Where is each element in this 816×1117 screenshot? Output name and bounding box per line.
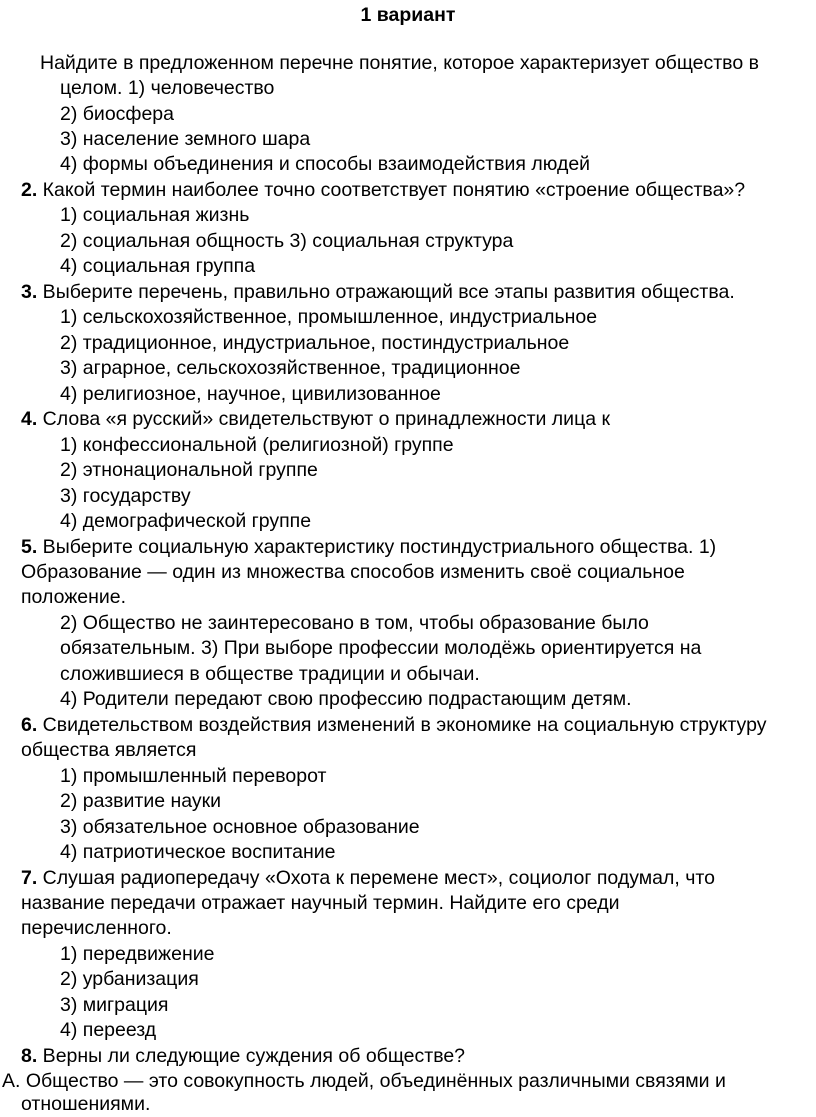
question-6-option: 1) промышленный переворот [60,765,327,787]
question-5-body: Выберите социальную характеристику постиндустриального общества. 1) [37,536,717,558]
question-7-text [21,866,816,891]
question-6-option: 4) патриотическое воспитание [60,841,336,863]
question-4-text [21,407,816,432]
question-1-option: 3) население земного шара [60,128,311,150]
question-6-body: Свидетельством воздействия изменений в экономике на социальную структуру [37,714,767,736]
question-1-option: 2) биосфера [60,103,174,125]
question-5-text-cont: Образование — один из множества способов изменить своё социальное [21,561,685,583]
question-6-number: 6. [21,714,38,736]
question-3-option: 2) традиционное, индустриальное, постиндустриальное [60,332,570,354]
question-7-option: 3) миграция [60,994,169,1016]
question-7-text-cont: перечисленного. [21,917,172,939]
question-8-text [21,1044,816,1069]
statement-a: А. Общество — это совокупность людей, объединённых различными связями и [2,1070,726,1092]
question-7-body: Слушая радиопередачу «Охота к перемене мест», социолог подумал, что [37,867,715,889]
question-4-option: 3) государству [60,485,191,507]
question-3-number: 3. [21,281,38,303]
page-title: 1 вариант [360,4,456,26]
question-7-option: 4) переезд [60,1019,157,1041]
question-8-body: Верны ли следующие суждения об обществе? [37,1045,466,1067]
question-1-text-cont: целом. 1) человечество [60,77,275,99]
question-2-option: 4) социальная группа [60,255,256,277]
question-2-text [21,178,816,203]
question-4-option: 1) конфессиональной (религиозной) группе [60,434,454,456]
question-6-option: 3) обязательное основное образование [60,816,420,838]
question-6-option: 2) развитие науки [60,790,222,812]
question-2-number: 2. [21,179,38,201]
question-6-text-cont: общества является [21,739,197,761]
question-5-text [21,535,816,560]
question-3-body: Выберите перечень, правильно отражающий все этапы развития общества. [37,281,735,303]
question-7-text-cont: название передачи отражает научный термин. Найдите его среди [21,892,620,914]
question-4-number: 4. [21,408,38,430]
question-2-body: Какой термин наиболее точно соответствует понятию «строение общества»? [37,179,746,201]
question-2-option: 2) социальная общность 3) социальная структура [60,230,514,252]
question-1-option: 4) формы объединения и способы взаимодействия людей [60,153,591,175]
question-5-option: обязательным. 3) При выборе профессии молодёжь ориентируется на [60,637,702,659]
question-5-option: 2) Общество не заинтересовано в том, чтобы образование было [60,612,649,634]
question-7-number: 7. [21,867,38,889]
question-5-number: 5. [21,536,38,558]
question-5-option: 4) Родители передают свою профессию подрастающим детям. [60,688,632,710]
question-6-text [21,713,816,738]
question-3-option: 3) аграрное, сельскохозяйственное, традиционное [60,357,521,379]
question-1-text: Найдите в предложенном перечне понятие, которое характеризует общество в [40,52,759,74]
question-7-option: 2) урбанизация [60,968,199,990]
question-4-option: 2) этнонациональной группе [60,459,318,481]
question-5-text-cont: положение. [21,586,127,608]
question-2-option: 1) социальная жизнь [60,204,250,226]
question-3-text [21,280,816,305]
question-3-option: 1) сельскохозяйственное, промышленное, индустриальное [60,306,598,328]
question-8-number: 8. [21,1045,38,1067]
question-5-option: сложившиеся в обществе традиции и обычаи. [60,663,480,685]
statement-a-cont: отношениями. [21,1093,151,1115]
question-4-option: 4) демографической группе [60,510,312,532]
question-7-option: 1) передвижение [60,943,215,965]
question-4-body: Слова «я русский» свидетельствуют о принадлежности лица к [37,408,611,430]
question-3-option: 4) религиозное, научное, цивилизованное [60,383,441,405]
